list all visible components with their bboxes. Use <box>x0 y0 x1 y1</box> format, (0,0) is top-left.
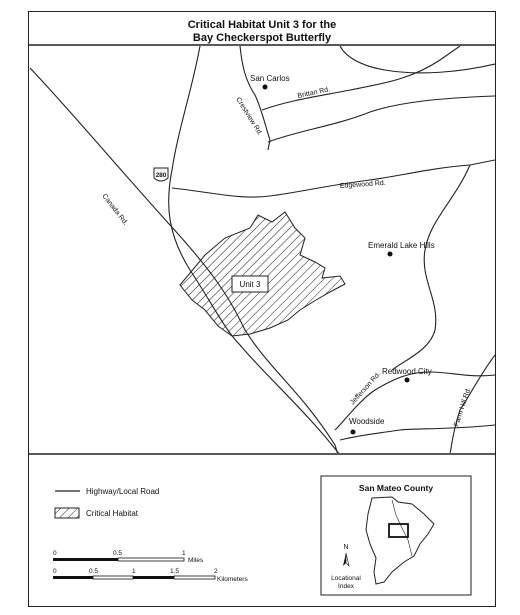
title-line-2: Bay Checkerspot Butterfly <box>192 32 332 44</box>
emerald-lake-hills-label: Emerald Lake Hills <box>368 241 435 250</box>
km-bar-seg-1 <box>53 576 93 579</box>
east-road <box>392 165 470 370</box>
emerald-lake-hills-dot <box>388 252 393 257</box>
title-line-1: Critical Habitat Unit 3 for the <box>187 19 337 31</box>
miles-bar-black <box>53 558 118 561</box>
brittan-road-label: Brittan Rd. <box>296 86 331 100</box>
farm-hill-road-label: Farm Hill Rd. <box>453 386 473 428</box>
san-carlos-label: San Carlos <box>250 74 290 83</box>
km-bar-seg-3 <box>133 576 174 579</box>
locator-caption-2: Index <box>338 583 354 590</box>
miles-tick-0.5: 0.5 <box>113 550 123 557</box>
crestview-road <box>240 46 270 150</box>
km-unit: Kilometers <box>217 576 248 583</box>
miles-tick-1: 1 <box>182 550 186 557</box>
woodside-label: Woodside <box>349 417 385 426</box>
km-bar-seg-2 <box>93 576 133 579</box>
san-carlos-dot <box>263 85 268 90</box>
road-east-branch <box>268 96 495 142</box>
locator-title: San Mateo County <box>358 483 434 493</box>
highway-280-shield <box>154 168 168 181</box>
edgewood-road-label: Edgewood Rd. <box>339 179 386 190</box>
unit-label: Unit 3 <box>239 280 261 289</box>
woodside-road <box>340 425 495 440</box>
scale-bar-miles <box>53 550 204 564</box>
miles-tick-0: 0 <box>53 550 57 557</box>
km-bar-seg-4 <box>174 576 215 579</box>
farm-hill-road <box>450 355 495 455</box>
unit-3-habitat <box>180 212 345 336</box>
km-tick-0: 0 <box>53 568 57 575</box>
scale-bar-km <box>53 568 248 583</box>
km-tick-0.5: 0.5 <box>89 568 99 575</box>
legend <box>55 487 159 518</box>
legend-road-label: Highway/Local Road <box>86 487 160 496</box>
redwood-city-label: Redwood City <box>382 367 432 376</box>
locator-inset <box>321 476 471 595</box>
woodside-dot <box>351 430 356 435</box>
redwood-city-dot <box>405 378 410 383</box>
north-label: N <box>343 544 349 551</box>
edgewood-road <box>172 160 495 197</box>
miles-unit: Miles <box>188 557 204 564</box>
km-tick-1.5: 1.5 <box>170 568 180 575</box>
locator-caption-1: Locational <box>331 575 361 582</box>
miles-bar-white <box>118 558 184 561</box>
km-tick-2: 2 <box>214 568 218 575</box>
jefferson-road-label: Jefferson Rd. <box>349 370 383 407</box>
legend-habitat-label: Critical Habitat <box>86 509 139 518</box>
crestview-road-label: Crestview Rd. <box>234 96 264 138</box>
highway-shield-label: 280 <box>155 172 167 179</box>
canada-road-label: Canada Rd. <box>100 192 129 227</box>
km-tick-1: 1 <box>132 568 136 575</box>
legend-habitat-swatch <box>55 508 79 518</box>
upper-road <box>340 46 495 73</box>
